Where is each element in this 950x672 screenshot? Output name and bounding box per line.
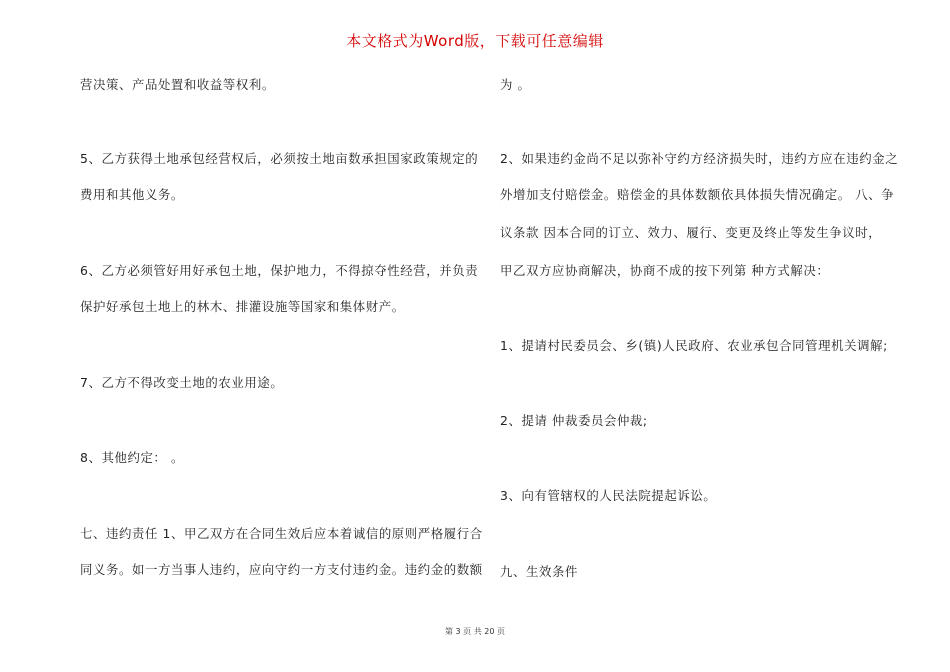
text-line: 七、违约责任 1、甲乙双方在合同生效后应本着诚信的原则严格履行合 [80, 526, 483, 541]
text-line: 2、提请 仲裁委员会仲裁; [500, 413, 648, 428]
text-line: 3、向有管辖权的人民法院提起诉讼。 [500, 488, 717, 503]
text-line: 2、如果违约金尚不足以弥补守约方经济损失时，违约方应在违约金之 [500, 151, 899, 166]
text-line: 保护好承包土地上的林木、排灌设施等国家和集体财产。 [80, 299, 405, 314]
page-number: 第 3 页 共 20 页 [445, 627, 505, 636]
text-line: 6、乙方必须管好用好承包土地，保护地力，不得掠夺性经营，并负责 [80, 263, 479, 278]
text-line: 7、乙方不得改变土地的农业用途。 [80, 375, 284, 390]
text-line: 5、乙方获得土地承包经营权后，必须按土地亩数承担国家政策规定的 [80, 151, 479, 166]
word-format-banner: 本文格式为Word版，下载可任意编辑 [346, 32, 604, 50]
text-line: 甲乙双方应协商解决，协商不成的按下列第 种方式解决： [500, 263, 830, 278]
text-line: 8、其他约定： 。 [80, 450, 184, 465]
text-line: 费用和其他义务。 [80, 187, 184, 202]
text-line: 议条款 因本合同的订立、效力、履行、变更及终止等发生争议时， [500, 225, 882, 240]
text-line: 营决策、产品处置和收益等权利。 [80, 77, 275, 92]
text-line: 外增加支付赔偿金。赔偿金的具体数额依具体损失情况确定。 八、争 [500, 187, 895, 202]
text-line: 同义务。如一方当事人违约，应向守约一方支付违约金。违约金的数额 [80, 562, 483, 577]
text-line: 为 。 [500, 77, 531, 92]
text-line: 九、生效条件 [500, 564, 578, 579]
text-line: 1、提请村民委员会、乡(镇)人民政府、农业承包合同管理机关调解; [500, 338, 888, 353]
